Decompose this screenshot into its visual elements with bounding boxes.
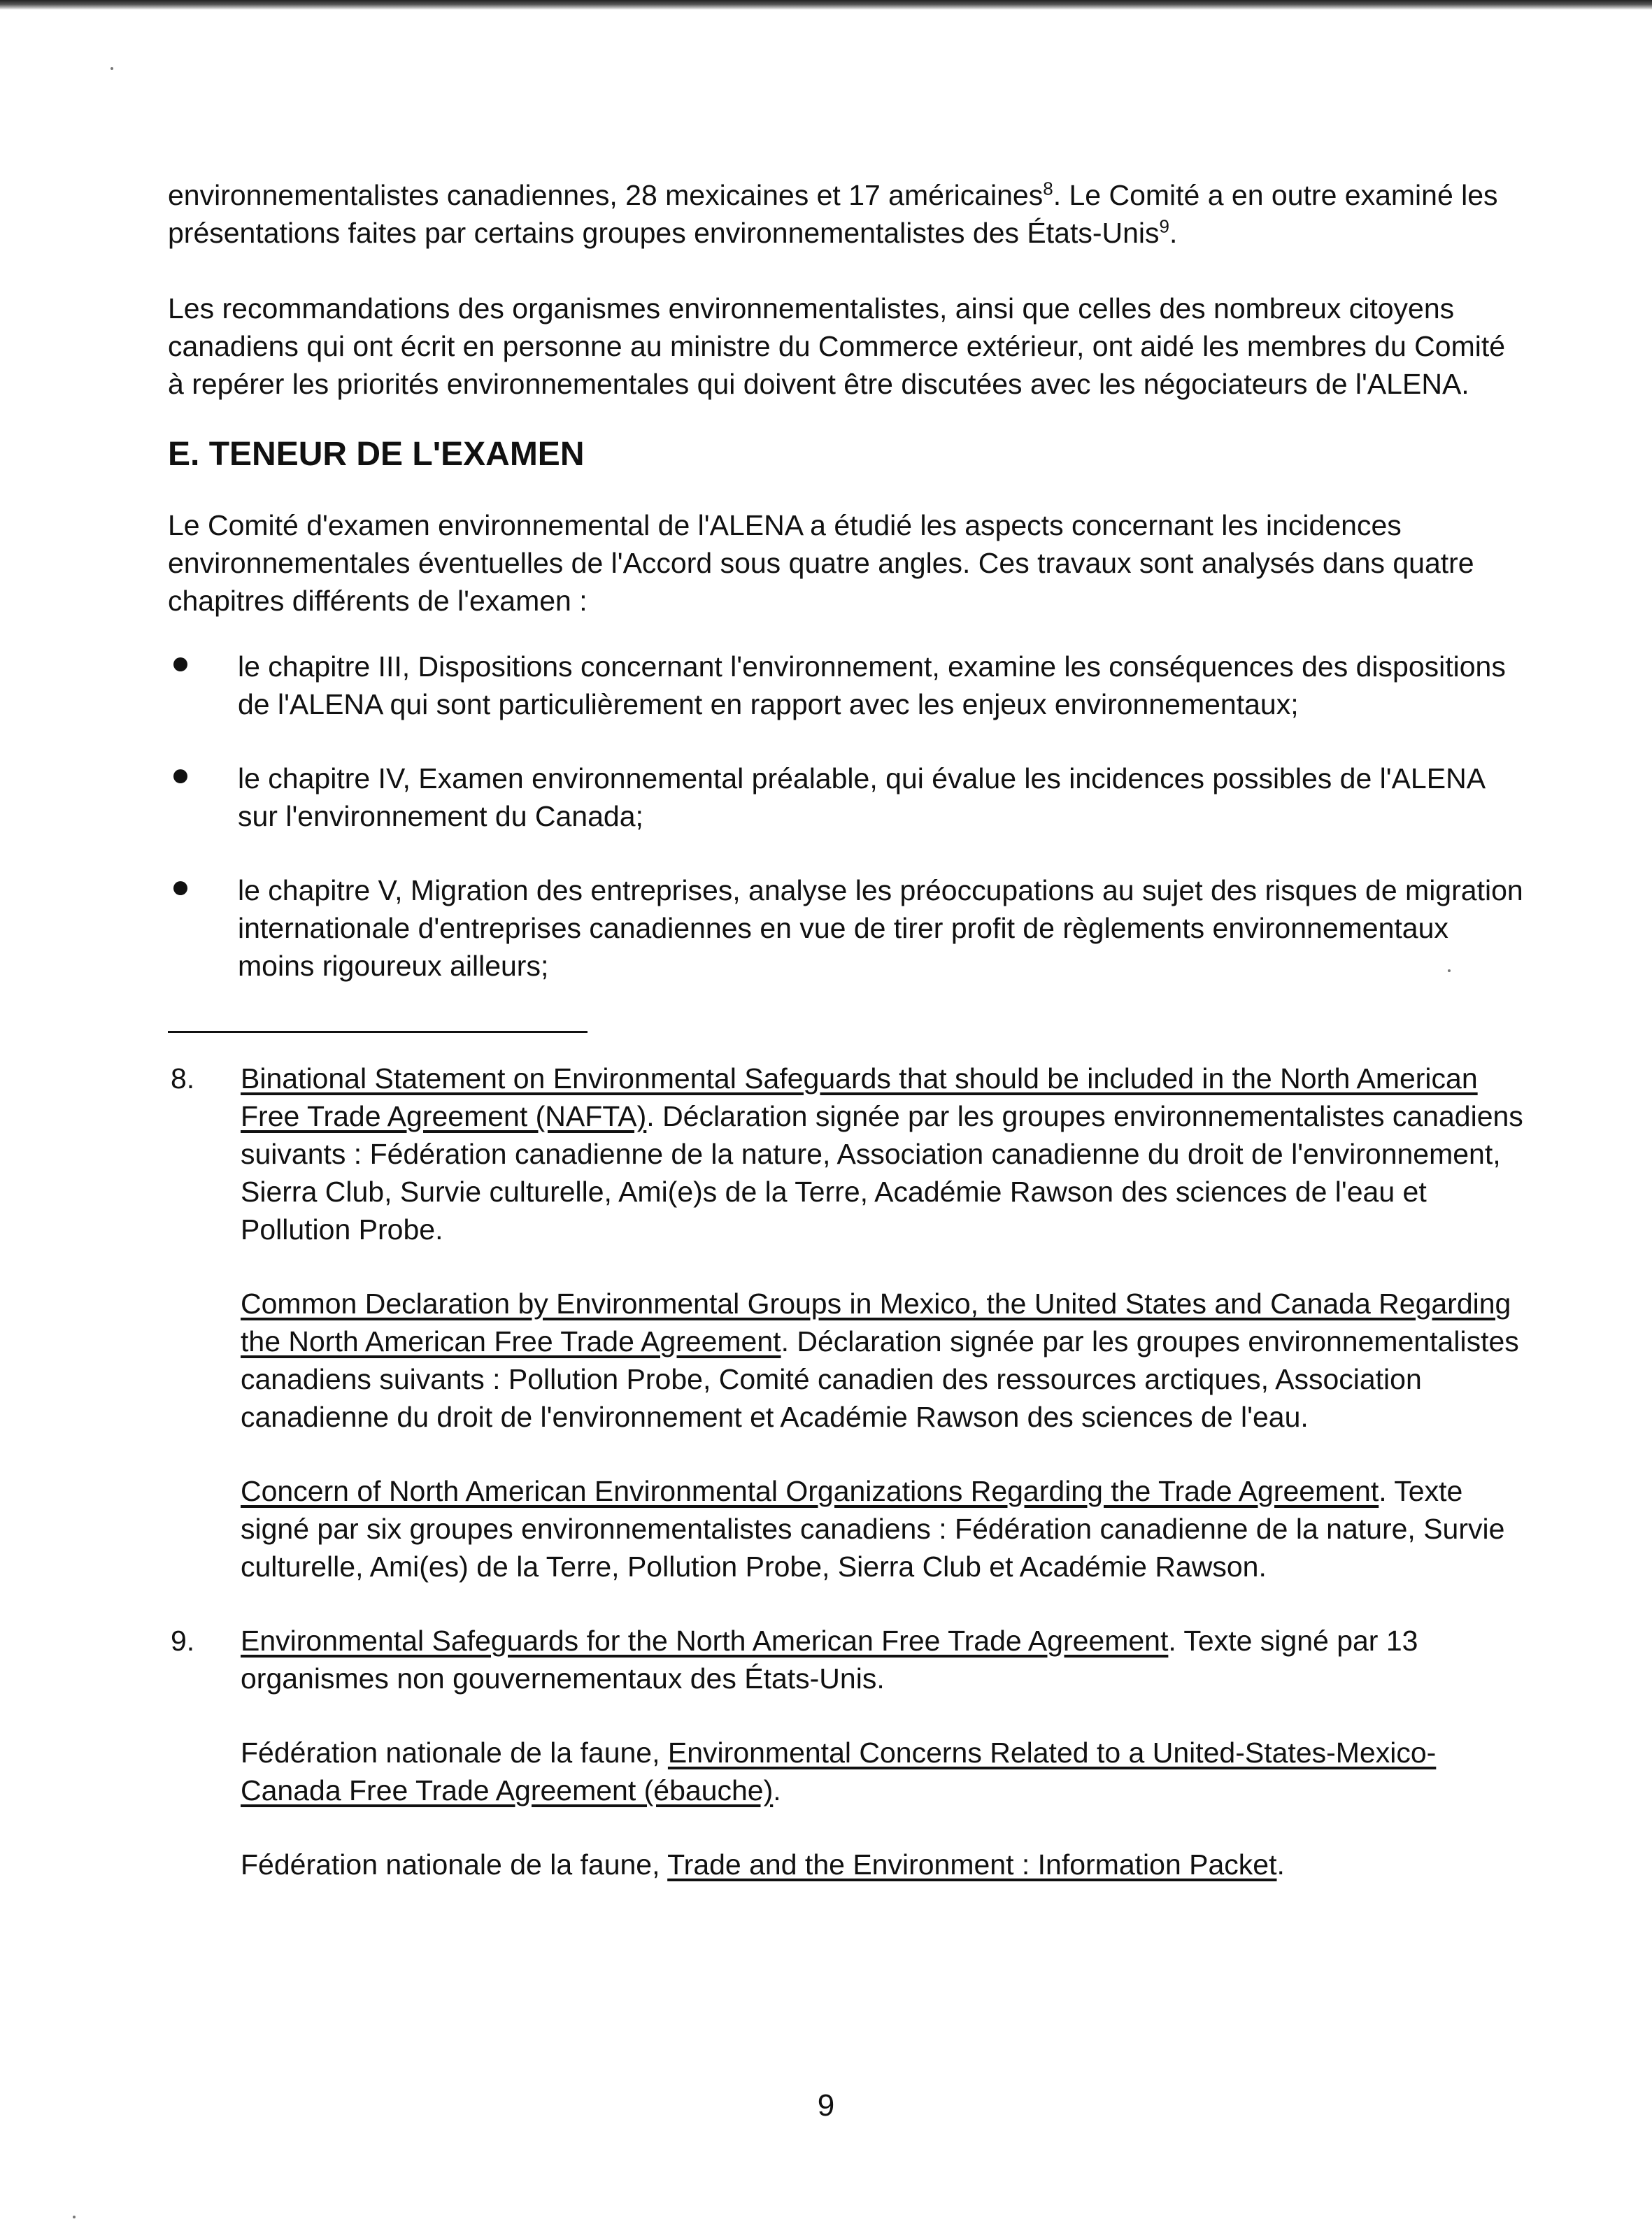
cited-title: Environmental Safeguards for the North American Free Trade Agreement: [241, 1625, 1169, 1657]
scan-speck: [111, 67, 113, 70]
section-heading: E. TENEUR DE L'EXAMEN: [168, 436, 585, 473]
chapter-list: [168, 648, 1525, 985]
bullet-icon: [173, 769, 187, 783]
list-item-text: le chapitre III, Dispositions concernant l'environnement, examine les conséquences des dispositions de l'ALENA qui sont particulièrement en rapport avec les enjeux environnementaux;: [238, 650, 1506, 720]
footnote-text: . Déclaration signée par les groupes environnementalistes canadiens suivants : Pollution Probe, Comité canadien des ressources arctiques, Association canadienne du droit de l'environnement et Académie Rawson des sciences de l'eau.: [241, 1325, 1519, 1433]
cited-title: Concern of North American Environmental Organizations Regarding the Trade Agreement: [241, 1475, 1379, 1507]
document-body: [168, 176, 1525, 1920]
footnote-paragraph: [241, 1734, 1525, 1809]
footnote-paragraph: [241, 1622, 1525, 1697]
footnote-ref-9: 9: [1159, 215, 1169, 237]
scan-top-edge: [0, 0, 1652, 10]
footnote-text: . Texte signé par 13 organismes non gouvernementaux des États-Unis.: [241, 1625, 1418, 1695]
list-item-text: le chapitre V, Migration des entreprises, analyse les préoccupations au sujet des risques de migration internationale d'entreprises canadiennes en vue de tirer profit de règlements environnementaux moins rigoureux ailleurs;: [238, 874, 1523, 982]
footnote-9: [168, 1622, 1525, 1883]
bullet-icon: [173, 881, 187, 895]
bullet-icon: [173, 657, 187, 671]
intro-text-b: . Le Comité a en outre examiné les présentations faites par certains groupes environnementalistes des États-Unis: [168, 179, 1498, 249]
section-intro-paragraph: Le Comité d'examen environnemental de l'ALENA a étudié les aspects concernant les incidences environnementales éventuelles de l'Accord sous quatre angles. Ces travaux sont analysés dans quatre chapitres différents de l'examen :: [168, 509, 1474, 617]
list-item: [168, 871, 1525, 985]
footnote-ref-8: 8: [1043, 178, 1053, 199]
list-item-text: le chapitre IV, Examen environnemental préalable, qui évalue les incidences possibles de l'ALENA sur l'environnement du Canada;: [238, 762, 1484, 832]
cited-title: Trade and the Environment : Information Packet: [667, 1848, 1277, 1881]
footnote-paragraph: [241, 1846, 1525, 1883]
page-number: 9: [817, 2088, 835, 2123]
intro-text-a: environnementalistes canadiennes, 28 mexicaines et 17 américaines: [168, 179, 1044, 211]
footnote-divider: [168, 1031, 588, 1033]
footnote-text: .: [1276, 1848, 1285, 1881]
footnote-8: [168, 1060, 1525, 1585]
intro-paragraph: [168, 176, 1525, 252]
cited-title: Environmental Concerns Related to a United-States-Mexico-Canada Free Trade Agreement (ébauche): [241, 1737, 1437, 1806]
scan-speck: [73, 2216, 76, 2218]
footnote-text: . Déclaration signée par les groupes environnementalistes canadiens suivants : Fédération canadienne de la nature, Association canadienne du droit de l'environnement, Sierra Club, Survie culturelle, Ami(e)s de la Terre, Académie Rawson des sciences de l'eau et Pollution Probe.: [241, 1100, 1523, 1246]
recommendations-paragraph: Les recommandations des organismes environnementalistes, ainsi que celles des nombreux citoyens canadiens qui ont écrit en personne au ministre du Commerce extérieur, ont aidé les membres du Comité à repérer les priorités environnementales qui doivent être discutées avec les négociateurs de l'ALENA.: [168, 292, 1506, 400]
list-item: [168, 760, 1525, 835]
footnote-text: . Texte signé par six groupes environnementalistes canadiens : Fédération canadienne de la nature, Survie culturelle, Ami(es) de la Terre, Pollution Probe, Sierra Club et Académie Rawson.: [241, 1475, 1505, 1583]
footnote-paragraph: [241, 1285, 1525, 1436]
footnote-prefix: Fédération nationale de la faune,: [241, 1737, 668, 1769]
cited-title: Common Declaration by Environmental Groups in Mexico, the United States and Canada Regarding the North American Free Trade Agreement: [241, 1288, 1511, 1357]
intro-text-c: .: [1169, 217, 1178, 249]
list-item: [168, 648, 1525, 723]
footnote-paragraph: [241, 1060, 1525, 1248]
footnote-prefix: Fédération nationale de la faune,: [241, 1848, 668, 1881]
footnote-paragraph: [241, 1472, 1525, 1585]
cited-title: Binational Statement on Environmental Safeguards that should be included in the North American Free Trade Agreement (NAFTA): [241, 1062, 1478, 1132]
footnote-number: 8.: [171, 1062, 195, 1095]
footnote-text: .: [773, 1774, 781, 1806]
footnote-number: 9.: [171, 1625, 195, 1657]
